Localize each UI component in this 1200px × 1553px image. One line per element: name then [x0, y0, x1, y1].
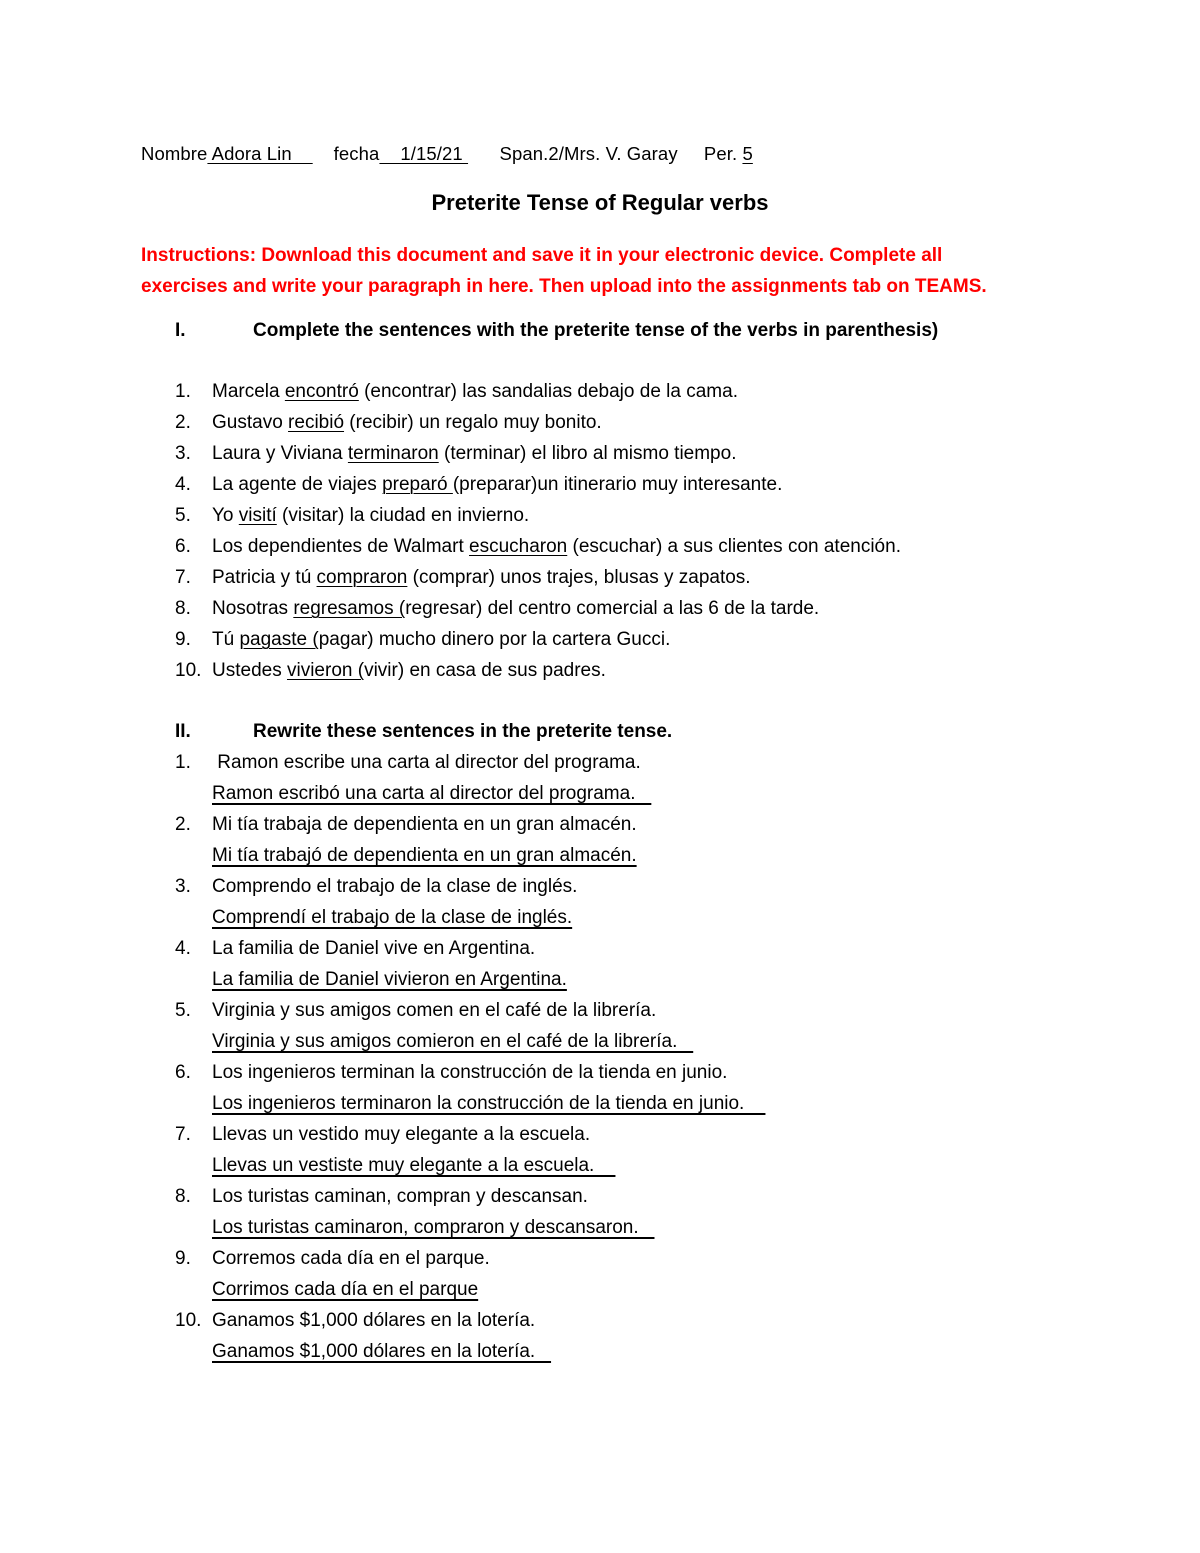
item-number: 4. — [175, 938, 191, 959]
item-answer: Mi tía trabajó de dependienta en un gran almacén. — [212, 845, 637, 866]
item-text-before: Marcela — [212, 381, 285, 402]
section-2-heading — [175, 721, 672, 743]
exercise-item — [175, 412, 602, 434]
item-prompt: Ramon escribe una carta al director del programa. — [212, 752, 641, 773]
item-number: 3. — [175, 443, 191, 464]
exercise-item — [175, 660, 606, 682]
item-number: 5. — [175, 505, 191, 526]
section-numeral: I. — [175, 320, 186, 341]
class-info: Span.2/Mrs. V. Garay — [499, 143, 678, 164]
item-number: 1. — [175, 381, 191, 402]
section-heading-text: Complete the sentences with the preterite tense of the verbs in parenthesis) — [253, 320, 939, 341]
item-text-before: Tú — [212, 629, 240, 650]
exercise-item — [175, 474, 782, 496]
exercise-item — [175, 536, 901, 558]
item-number: 5. — [175, 1000, 191, 1021]
item-answer: escucharon — [469, 536, 568, 557]
item-number: 2. — [175, 814, 191, 835]
item-answer: visití — [238, 505, 277, 526]
nombre-value: Adora Lin — [207, 143, 313, 164]
exercise-item — [175, 629, 670, 651]
item-answer: Virginia y sus amigos comieron en el café de la librería. — [212, 1031, 694, 1052]
item-text-after: (encontrar) las sandalias debajo de la cama. — [358, 381, 738, 402]
item-text-before: Yo — [212, 505, 239, 526]
item-number: 7. — [175, 1124, 191, 1145]
item-prompt: Llevas un vestido muy elegante a la escuela. — [212, 1124, 591, 1145]
instructions — [141, 240, 1071, 302]
section-numeral: II. — [175, 721, 191, 742]
instructions-line: exercises and write your paragraph in here. Then upload into the assignments tab on TEAMS. — [141, 276, 987, 297]
exercise-item — [175, 598, 819, 620]
item-answer: regresamos ( — [293, 598, 406, 619]
item-answer: Ganamos $1,000 dólares en la lotería. — [212, 1341, 552, 1362]
rewrite-item — [175, 814, 637, 836]
item-text-after: (escuchar) a sus clientes con atención. — [567, 536, 901, 557]
item-number: 1. — [175, 752, 191, 773]
fecha-value: 1/15/21 — [379, 143, 469, 164]
fecha-label: fecha — [333, 143, 380, 164]
item-answer: Llevas un vestiste muy elegante a la escuela. — [212, 1155, 616, 1176]
item-prompt: La familia de Daniel vive en Argentina. — [212, 938, 536, 959]
rewrite-item — [175, 876, 577, 898]
period-value: 5 — [742, 143, 753, 164]
item-prompt: Virginia y sus amigos comen en el café de la librería. — [212, 1000, 657, 1021]
item-text-after: (recibir) un regalo muy bonito. — [344, 412, 602, 433]
item-text-before: Los dependientes de Walmart — [212, 536, 470, 557]
item-text-after: pagar) mucho dinero por la cartera Gucci. — [318, 629, 671, 650]
item-text-after: regresar) del centro comercial a las 6 de la tarde. — [405, 598, 820, 619]
item-text-before: Gustavo — [212, 412, 289, 433]
section-1-heading — [175, 320, 938, 342]
item-number: 9. — [175, 1248, 191, 1269]
item-answer: La familia de Daniel vivieron en Argentina. — [212, 969, 567, 990]
nombre-label: Nombre — [141, 143, 208, 164]
item-text-after: (comprar) unos trajes, blusas y zapatos. — [407, 567, 751, 588]
item-answer: Los ingenieros terminaron la construcción de la tienda en junio. — [212, 1093, 766, 1114]
period-label: Per. — [703, 143, 738, 164]
item-answer: Corrimos cada día en el parque — [212, 1279, 479, 1300]
item-answer: Los turistas caminaron, compraron y descansaron. — [212, 1217, 655, 1238]
item-prompt: Los turistas caminan, compran y descansan. — [212, 1186, 588, 1207]
item-answer: terminaron — [347, 443, 439, 464]
rewrite-item — [175, 1062, 727, 1084]
item-number: 9. — [175, 629, 191, 650]
item-text-before: Laura y Viviana — [212, 443, 348, 464]
section-heading-text: Rewrite these sentences in the preterite tense. — [253, 721, 673, 742]
item-prompt: Corremos cada día en el parque. — [212, 1248, 490, 1269]
item-answer: compraron — [316, 567, 408, 588]
item-number: 7. — [175, 567, 191, 588]
item-prompt: Ganamos $1,000 dólares en la lotería. — [212, 1310, 536, 1331]
item-prompt: Los ingenieros terminan la construcción de la tienda en junio. — [212, 1062, 728, 1083]
item-answer: pagaste ( — [239, 629, 319, 650]
item-answer: recibió — [288, 412, 345, 433]
exercise-item — [175, 505, 529, 527]
item-text-after: (visitar) la ciudad en invierno. — [276, 505, 530, 526]
item-text-after: (preparar)un itinerario muy interesante. — [452, 474, 783, 495]
item-number: 10. — [175, 1310, 202, 1331]
item-number: 8. — [175, 598, 191, 619]
rewrite-item — [175, 1000, 656, 1022]
item-number: 10. — [175, 660, 202, 681]
rewrite-item — [175, 1310, 535, 1332]
item-text-before: Patricia y tú — [212, 567, 317, 588]
item-number: 8. — [175, 1186, 191, 1207]
rewrite-item — [175, 752, 641, 774]
item-number: 6. — [175, 1062, 191, 1083]
item-text-before: Nosotras — [212, 598, 294, 619]
exercise-item — [175, 381, 738, 403]
item-answer: Ramon escribó una carta al director del programa. — [212, 783, 652, 804]
exercise-item — [175, 567, 751, 589]
rewrite-item — [175, 1186, 588, 1208]
item-text-after: vivir) en casa de sus padres. — [364, 660, 606, 681]
header-line — [141, 143, 753, 165]
rewrite-item — [175, 1124, 590, 1146]
item-number: 2. — [175, 412, 191, 433]
item-answer: Comprendí el trabajo de la clase de inglés. — [212, 907, 573, 928]
item-text-before: Ustedes — [212, 660, 287, 681]
item-number: 6. — [175, 536, 191, 557]
rewrite-item — [175, 938, 535, 960]
item-answer: preparó — [382, 474, 453, 495]
item-number: 3. — [175, 876, 191, 897]
instructions-line: Instructions: Download this document and save it in your electronic device. Complete all — [141, 245, 943, 266]
item-prompt: Mi tía trabaja de dependienta en un gran almacén. — [212, 814, 637, 835]
item-answer: encontró — [284, 381, 359, 402]
item-answer: vivieron ( — [286, 660, 365, 681]
exercise-item — [175, 443, 736, 465]
item-text-after: (terminar) el libro al mismo tiempo. — [438, 443, 737, 464]
document-title: Preterite Tense of Regular verbs — [431, 190, 769, 215]
item-prompt: Comprendo el trabajo de la clase de inglés. — [212, 876, 578, 897]
rewrite-item — [175, 1248, 490, 1270]
item-number: 4. — [175, 474, 191, 495]
item-text-before: La agente de viajes — [212, 474, 383, 495]
